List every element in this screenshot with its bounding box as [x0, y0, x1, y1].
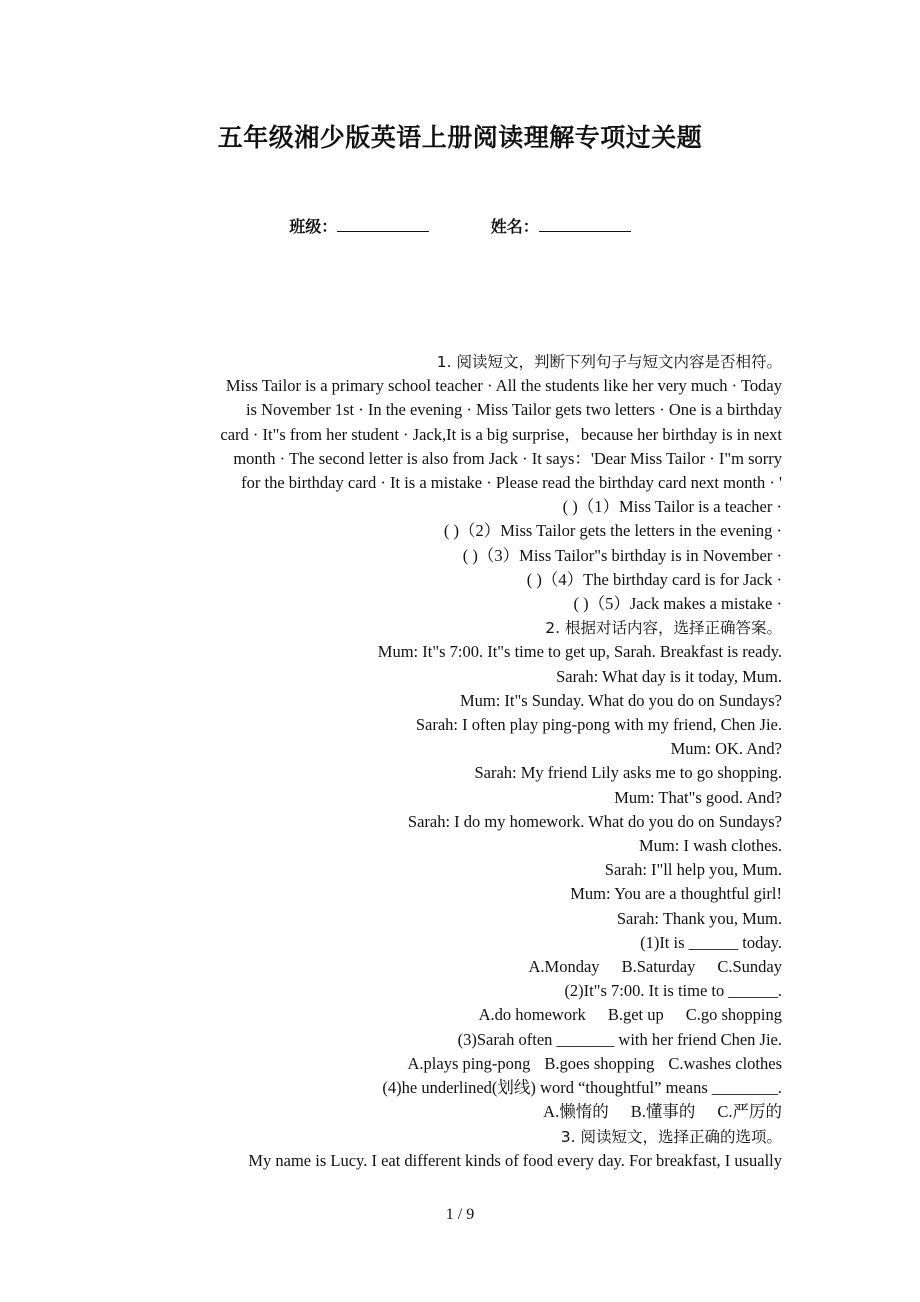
q2-question-stem: (1)It is ______ today. [640, 932, 782, 952]
q2-dialogue-line: Mum: That"s good. And? [614, 787, 782, 807]
q1-item: ( )（1）Miss Tailor is a teacher · [562, 497, 782, 517]
q1-passage-line: card · It"s from her student · Jack,It is a big surprise，because her birthday is in next [220, 424, 782, 444]
q1-item: ( )（3）Miss Tailor"s birthday is in November · [462, 545, 782, 565]
student-info [0, 214, 920, 237]
q2-dialogue-line: Sarah: I"ll help you, Mum. [604, 860, 782, 880]
q1-passage-line: Miss Tailor is a primary school teacher · All the students like her very much · Today [225, 376, 782, 396]
q2-dialogue-line: Sarah: I do my homework. What do you do on Sundays? [407, 811, 782, 831]
q1-item: ( )（4）The birthday card is for Jack · [526, 569, 782, 589]
option-c[interactable]: C.严厉的 [717, 1102, 782, 1122]
q2-question-options [130, 1100, 782, 1124]
q2-dialogue-line: Mum: I wash clothes. [639, 836, 782, 856]
page-number: 1 / 9 [445, 1206, 475, 1223]
q1-item: ( )（5）Jack makes a mistake · [573, 594, 782, 614]
q3-passage-line: My name is Lucy. I eat different kinds of food every day. For breakfast, I usually [248, 1150, 782, 1170]
option-c[interactable]: C.Sunday [717, 957, 782, 977]
option-a[interactable]: A.懒惰的 [543, 1102, 609, 1122]
option-a[interactable]: A.do homework [478, 1005, 586, 1025]
q2-dialogue-line: Sarah: What day is it today, Mum. [556, 666, 782, 686]
q2-dialogue-line: Mum: It"s 7:00. It"s time to get up, Sarah. Breakfast is ready. [377, 642, 782, 662]
option-b[interactable]: B.Saturday [621, 957, 696, 977]
q1-passage-line: for the birthday card · It is a mistake · Please read the birthday card next month · ' [241, 473, 782, 493]
q2-dialogue-line: Mum: You are a thoughtful girl! [570, 884, 782, 904]
name-label: 姓名： [490, 217, 539, 236]
q2-question-stem: (3)Sarah often _______ with her friend Chen Jie. [457, 1029, 782, 1049]
q2-dialogue-line: Sarah: I often play ping-pong with my friend, Chen Jie. [415, 715, 782, 735]
q2-question-options [130, 1052, 782, 1076]
option-c[interactable]: C.washes clothes [668, 1053, 782, 1073]
q1-item: ( )（2）Miss Tailor gets the letters in the evening · [443, 521, 782, 541]
q2-dialogue-line: Mum: It"s Sunday. What do you do on Sundays? [459, 690, 782, 710]
q2-question-stem: (4)he underlined(划线) word “thoughtful” means ________. [382, 1078, 782, 1098]
q2-dialogue-line: Sarah: Thank you, Mum. [616, 908, 782, 928]
q2-heading: 2. 根据对话内容，选择正确答案。 [545, 619, 782, 638]
option-c[interactable]: C.go shopping [685, 1005, 782, 1025]
option-a[interactable]: A.Monday [528, 957, 600, 977]
document-body [130, 350, 782, 1173]
class-field [289, 214, 429, 237]
option-b[interactable]: B.懂事的 [630, 1102, 696, 1122]
q2-question-options [130, 955, 782, 979]
page-title: 五年级湘少版英语上册阅读理解专项过关题 [217, 123, 703, 152]
option-a[interactable]: A.plays ping-pong [407, 1053, 531, 1073]
q2-dialogue-line: Sarah: My friend Lily asks me to go shopping. [474, 763, 782, 783]
q3-heading: 3. 阅读短文，选择正确的选项。 [560, 1127, 782, 1146]
class-label: 班级： [289, 217, 338, 236]
q1-passage-line: is November 1st · In the evening · Miss Tailor gets two letters · One is a birthday [245, 400, 782, 420]
q2-dialogue-line: Mum: OK. And? [670, 739, 782, 759]
q1-heading: 1. 阅读短文，判断下列句子与短文内容是否相符。 [436, 353, 782, 371]
option-b[interactable]: B.get up [607, 1005, 664, 1025]
q2-question-options [130, 1003, 782, 1027]
class-blank[interactable] [337, 217, 429, 232]
name-blank[interactable] [539, 217, 631, 232]
name-field [491, 214, 631, 237]
q2-question-stem: (2)It"s 7:00. It is time to ______. [564, 981, 782, 1001]
option-b[interactable]: B.goes shopping [544, 1053, 655, 1073]
q1-passage-line: month · The second letter is also from Jack · It says：'Dear Miss Tailor · I"m sorry [233, 448, 782, 468]
